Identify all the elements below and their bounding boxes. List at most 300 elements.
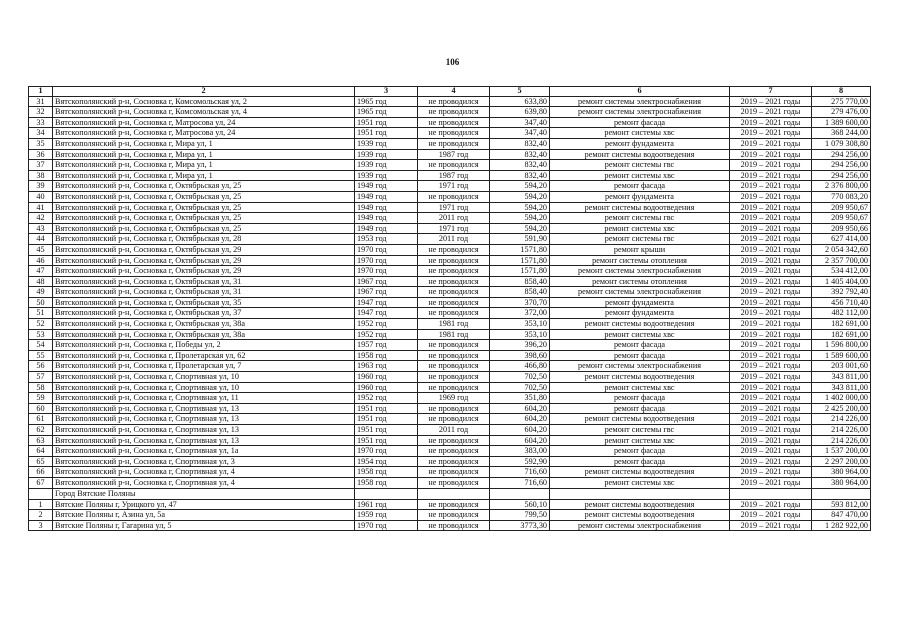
build-year-cell: 1949 год xyxy=(355,202,418,213)
column-number-row xyxy=(29,87,871,97)
row-number-cell: 49 xyxy=(29,287,53,298)
work-type-cell: ремонт системы электроснабжения xyxy=(550,107,730,118)
last-repair-cell: не проводился xyxy=(418,382,490,393)
period-cell: 2019 – 2021 годы xyxy=(730,149,812,160)
last-repair-cell: не проводился xyxy=(418,414,490,425)
cost-cell: 1 402 000,00 xyxy=(812,393,871,404)
column-header: 1 xyxy=(29,87,53,97)
area-cell: 604,20 xyxy=(490,414,550,425)
area-cell: 594,20 xyxy=(490,213,550,224)
work-type-cell: ремонт системы водоотведения xyxy=(550,414,730,425)
address-cell: Вятские Поляны г, Азина ул, 5а xyxy=(53,510,355,521)
cost-cell: 1 537 200,00 xyxy=(812,446,871,457)
row-number-cell: 66 xyxy=(29,467,53,478)
row-number-cell: 37 xyxy=(29,160,53,171)
period-cell: 2019 – 2021 годы xyxy=(730,255,812,266)
work-type-cell: ремонт системы хвс xyxy=(550,170,730,181)
cost-cell: 1 405 404,00 xyxy=(812,276,871,287)
build-year-cell: 1970 год xyxy=(355,255,418,266)
row-number-cell: 32 xyxy=(29,107,53,118)
address-cell: Вятскополянский р-н, Сосновка г, Октябрьская ул, 37 xyxy=(53,308,355,319)
work-type-cell: ремонт системы хвс xyxy=(550,435,730,446)
column-header: 4 xyxy=(418,87,490,97)
area-cell: 716,60 xyxy=(490,477,550,488)
work-type-cell: ремонт системы водоотведения xyxy=(550,467,730,478)
period-cell: 2019 – 2021 годы xyxy=(730,361,812,372)
row-number-cell: 46 xyxy=(29,255,53,266)
cost-cell: 2 357 700,00 xyxy=(812,255,871,266)
period-cell: 2019 – 2021 годы xyxy=(730,107,812,118)
address-cell: Вятскополянский р-н, Сосновка г, Октябрьская ул, 35 xyxy=(53,297,355,308)
table-row xyxy=(29,372,871,383)
area-cell: 702,50 xyxy=(490,382,550,393)
table-row xyxy=(29,361,871,372)
build-year-cell: 1951 год xyxy=(355,414,418,425)
last-repair-cell: не проводился xyxy=(418,128,490,139)
row-number-cell: 55 xyxy=(29,350,53,361)
row-number-cell: 36 xyxy=(29,149,53,160)
address-cell: Вятскополянский р-н, Сосновка г, Октябрьская ул, 25 xyxy=(53,191,355,202)
row-number-cell: 51 xyxy=(29,308,53,319)
last-repair-cell: 2011 год xyxy=(418,425,490,436)
register-sheet xyxy=(28,86,870,531)
address-cell: Вятскополянский р-н, Сосновка г, Мира ул, 1 xyxy=(53,160,355,171)
address-cell: Вятскополянский р-н, Сосновка г, Спортивная ул, 13 xyxy=(53,435,355,446)
build-year-cell: 1960 год xyxy=(355,372,418,383)
build-year-cell: 1958 год xyxy=(355,477,418,488)
area-cell: 351,80 xyxy=(490,393,550,404)
address-cell: Вятскополянский р-н, Сосновка г, Спортивная ул, 13 xyxy=(53,403,355,414)
work-type-cell: ремонт системы электроснабжения xyxy=(550,361,730,372)
table-row xyxy=(29,340,871,351)
area-cell: 396,20 xyxy=(490,340,550,351)
work-type-cell: ремонт фундамента xyxy=(550,308,730,319)
section-spacer-cell xyxy=(29,488,53,499)
last-repair-cell: не проводился xyxy=(418,138,490,149)
area-cell: 594,20 xyxy=(490,191,550,202)
table-row xyxy=(29,425,871,436)
build-year-cell: 1952 год xyxy=(355,393,418,404)
row-number-cell: 45 xyxy=(29,244,53,255)
build-year-cell: 1970 год xyxy=(355,520,418,531)
period-cell: 2019 – 2021 годы xyxy=(730,223,812,234)
cost-cell: 209 950,67 xyxy=(812,213,871,224)
area-cell: 702,50 xyxy=(490,372,550,383)
page-number: 106 xyxy=(445,57,460,67)
table-row xyxy=(29,446,871,457)
address-cell: Вятскополянский р-н, Сосновка г, Октябрьская ул, 38а xyxy=(53,329,355,340)
address-cell: Вятскополянский р-н, Сосновка г, Матросова ул, 24 xyxy=(53,128,355,139)
last-repair-cell: не проводился xyxy=(418,446,490,457)
period-cell: 2019 – 2021 годы xyxy=(730,510,812,521)
work-type-cell: ремонт системы гвс xyxy=(550,234,730,245)
row-number-cell: 31 xyxy=(29,96,53,107)
last-repair-cell: не проводился xyxy=(418,244,490,255)
column-header: 8 xyxy=(812,87,871,97)
build-year-cell: 1958 год xyxy=(355,467,418,478)
work-type-cell: ремонт системы хвс xyxy=(550,128,730,139)
table-row xyxy=(29,117,871,128)
cost-cell: 1 282 922,00 xyxy=(812,520,871,531)
address-cell: Вятскополянский р-н, Сосновка г, Матросова ул, 24 xyxy=(53,117,355,128)
row-number-cell: 67 xyxy=(29,477,53,488)
last-repair-cell: не проводился xyxy=(418,403,490,414)
area-cell: 398,60 xyxy=(490,350,550,361)
cost-cell: 392 792,40 xyxy=(812,287,871,298)
table-row xyxy=(29,319,871,330)
row-number-cell: 52 xyxy=(29,319,53,330)
work-type-cell: ремонт системы электроснабжения xyxy=(550,287,730,298)
work-type-cell: ремонт системы электроснабжения xyxy=(550,520,730,531)
address-cell: Вятскополянский р-н, Сосновка г, Спортивная ул, 1а xyxy=(53,446,355,457)
period-cell: 2019 – 2021 годы xyxy=(730,117,812,128)
period-cell: 2019 – 2021 годы xyxy=(730,456,812,467)
build-year-cell: 1970 год xyxy=(355,244,418,255)
build-year-cell: 1967 год xyxy=(355,287,418,298)
build-year-cell: 1951 год xyxy=(355,403,418,414)
cost-cell: 214 226,00 xyxy=(812,435,871,446)
period-cell: 2019 – 2021 годы xyxy=(730,403,812,414)
area-cell: 604,20 xyxy=(490,403,550,414)
build-year-cell: 1939 год xyxy=(355,160,418,171)
work-type-cell: ремонт фасада xyxy=(550,456,730,467)
last-repair-cell: не проводился xyxy=(418,287,490,298)
area-cell: 592,90 xyxy=(490,456,550,467)
cost-cell: 1 596 800,00 xyxy=(812,340,871,351)
last-repair-cell: 2011 год xyxy=(418,234,490,245)
table-row xyxy=(29,308,871,319)
build-year-cell: 1967 год xyxy=(355,276,418,287)
cost-cell: 209 950,66 xyxy=(812,223,871,234)
row-number-cell: 60 xyxy=(29,403,53,414)
build-year-cell: 1961 год xyxy=(355,499,418,510)
work-type-cell: ремонт системы гвс xyxy=(550,160,730,171)
row-number-cell: 54 xyxy=(29,340,53,351)
address-cell: Вятскополянский р-н, Сосновка г, Спортивная ул, 13 xyxy=(53,414,355,425)
row-number-cell: 48 xyxy=(29,276,53,287)
area-cell: 353,10 xyxy=(490,329,550,340)
row-number-cell: 59 xyxy=(29,393,53,404)
column-header: 5 xyxy=(490,87,550,97)
area-cell: 594,20 xyxy=(490,223,550,234)
period-cell: 2019 – 2021 годы xyxy=(730,191,812,202)
cost-cell: 214 226,00 xyxy=(812,414,871,425)
period-cell: 2019 – 2021 годы xyxy=(730,467,812,478)
cost-cell: 380 964,00 xyxy=(812,477,871,488)
address-cell: Вятские Поляны г, Гагарина ул, 5 xyxy=(53,520,355,531)
address-cell: Вятскополянский р-н, Сосновка г, Октябрьская ул, 25 xyxy=(53,213,355,224)
work-type-cell: ремонт фундамента xyxy=(550,297,730,308)
period-cell: 2019 – 2021 годы xyxy=(730,276,812,287)
address-cell: Вятскополянский р-н, Сосновка г, Октябрьская ул, 29 xyxy=(53,266,355,277)
address-cell: Вятскополянский р-н, Сосновка г, Октябрьская ул, 29 xyxy=(53,244,355,255)
address-cell: Вятскополянский р-н, Сосновка г, Спортивная ул, 4 xyxy=(53,477,355,488)
address-cell: Вятские Поляны г, Урицкого ул, 47 xyxy=(53,499,355,510)
period-cell: 2019 – 2021 годы xyxy=(730,393,812,404)
period-cell: 2019 – 2021 годы xyxy=(730,425,812,436)
address-cell: Вятскополянский р-н, Сосновка г, Октябрьская ул, 38а xyxy=(53,319,355,330)
cost-cell: 343 811,00 xyxy=(812,382,871,393)
build-year-cell: 1939 год xyxy=(355,170,418,181)
area-cell: 347,40 xyxy=(490,128,550,139)
area-cell: 594,20 xyxy=(490,181,550,192)
row-number-cell: 44 xyxy=(29,234,53,245)
row-number-cell: 62 xyxy=(29,425,53,436)
area-cell: 604,20 xyxy=(490,435,550,446)
row-number-cell: 61 xyxy=(29,414,53,425)
area-cell: 347,40 xyxy=(490,117,550,128)
row-number-cell: 63 xyxy=(29,435,53,446)
address-cell: Вятскополянский р-н, Сосновка г, Октябрьская ул, 29 xyxy=(53,255,355,266)
row-number-cell: 57 xyxy=(29,372,53,383)
table-row xyxy=(29,499,871,510)
work-type-cell: ремонт системы водоотведения xyxy=(550,202,730,213)
last-repair-cell: не проводился xyxy=(418,510,490,521)
work-type-cell: ремонт фасада xyxy=(550,181,730,192)
build-year-cell: 1949 год xyxy=(355,223,418,234)
area-cell: 353,10 xyxy=(490,319,550,330)
build-year-cell: 1953 год xyxy=(355,234,418,245)
build-year-cell: 1939 год xyxy=(355,149,418,160)
cost-cell: 627 414,00 xyxy=(812,234,871,245)
last-repair-cell: 1987 год xyxy=(418,149,490,160)
address-cell: Вятскополянский р-н, Сосновка г, Октябрьская ул, 31 xyxy=(53,287,355,298)
table-row xyxy=(29,181,871,192)
cost-cell: 294 256,00 xyxy=(812,170,871,181)
cost-cell: 1 589 600,00 xyxy=(812,350,871,361)
build-year-cell: 1960 год xyxy=(355,382,418,393)
build-year-cell: 1970 год xyxy=(355,446,418,457)
address-cell: Вятскополянский р-н, Сосновка г, Октябрьская ул, 31 xyxy=(53,276,355,287)
build-year-cell: 1959 год xyxy=(355,510,418,521)
period-cell: 2019 – 2021 годы xyxy=(730,287,812,298)
work-type-cell: ремонт системы водоотведения xyxy=(550,499,730,510)
address-cell: Вятскополянский р-н, Сосновка г, Спортивная ул, 10 xyxy=(53,382,355,393)
address-cell: Вятскополянский р-н, Сосновка г, Мира ул, 1 xyxy=(53,138,355,149)
build-year-cell: 1952 год xyxy=(355,329,418,340)
area-cell: 799,50 xyxy=(490,510,550,521)
row-number-cell: 43 xyxy=(29,223,53,234)
table-row xyxy=(29,435,871,446)
build-year-cell: 1949 год xyxy=(355,213,418,224)
last-repair-cell: не проводился xyxy=(418,107,490,118)
work-type-cell: ремонт системы отопления xyxy=(550,276,730,287)
row-number-cell: 1 xyxy=(29,499,53,510)
table-body xyxy=(29,87,871,531)
row-number-cell: 38 xyxy=(29,170,53,181)
period-cell: 2019 – 2021 годы xyxy=(730,520,812,531)
row-number-cell: 56 xyxy=(29,361,53,372)
cost-cell: 1 389 600,00 xyxy=(812,117,871,128)
build-year-cell: 1947 год xyxy=(355,297,418,308)
last-repair-cell: 1971 год xyxy=(418,181,490,192)
repair-register-table xyxy=(28,86,871,531)
column-header: 2 xyxy=(53,87,355,97)
last-repair-cell: не проводился xyxy=(418,477,490,488)
address-cell: Вятскополянский р-н, Сосновка г, Победы ул, 2 xyxy=(53,340,355,351)
table-row xyxy=(29,456,871,467)
cost-cell: 343 811,00 xyxy=(812,372,871,383)
period-cell: 2019 – 2021 годы xyxy=(730,329,812,340)
period-cell: 2019 – 2021 годы xyxy=(730,202,812,213)
cost-cell: 209 950,67 xyxy=(812,202,871,213)
last-repair-cell: 1971 год xyxy=(418,223,490,234)
address-cell: Вятскополянский р-н, Сосновка г, Октябрьская ул, 25 xyxy=(53,181,355,192)
area-cell: 1571,80 xyxy=(490,255,550,266)
cost-cell: 770 083,20 xyxy=(812,191,871,202)
cost-cell: 214 226,00 xyxy=(812,425,871,436)
cost-cell: 279 476,00 xyxy=(812,107,871,118)
area-cell: 716,60 xyxy=(490,467,550,478)
area-cell: 560,10 xyxy=(490,499,550,510)
area-cell: 372,00 xyxy=(490,308,550,319)
work-type-cell: ремонт фасада xyxy=(550,403,730,414)
work-type-cell: ремонт системы водоотведения xyxy=(550,149,730,160)
build-year-cell: 1951 год xyxy=(355,128,418,139)
period-cell: 2019 – 2021 годы xyxy=(730,340,812,351)
table-row xyxy=(29,202,871,213)
last-repair-cell: не проводился xyxy=(418,435,490,446)
area-cell: 594,20 xyxy=(490,202,550,213)
period-cell: 2019 – 2021 годы xyxy=(730,414,812,425)
table-row xyxy=(29,297,871,308)
table-row xyxy=(29,287,871,298)
row-number-cell: 2 xyxy=(29,510,53,521)
build-year-cell: 1965 год xyxy=(355,96,418,107)
work-type-cell: ремонт системы гвс xyxy=(550,425,730,436)
last-repair-cell: не проводился xyxy=(418,499,490,510)
period-cell: 2019 – 2021 годы xyxy=(730,266,812,277)
build-year-cell: 1958 год xyxy=(355,350,418,361)
table-row xyxy=(29,149,871,160)
table-row xyxy=(29,520,871,531)
build-year-cell: 1970 год xyxy=(355,266,418,277)
period-cell: 2019 – 2021 годы xyxy=(730,477,812,488)
table-row xyxy=(29,414,871,425)
section-empty-cell xyxy=(550,488,730,499)
work-type-cell: ремонт фундамента xyxy=(550,138,730,149)
address-cell: Вятскополянский р-н, Сосновка г, Спортивная ул, 11 xyxy=(53,393,355,404)
cost-cell: 368 244,00 xyxy=(812,128,871,139)
row-number-cell: 50 xyxy=(29,297,53,308)
area-cell: 832,40 xyxy=(490,138,550,149)
area-cell: 858,40 xyxy=(490,287,550,298)
work-type-cell: ремонт фасада xyxy=(550,350,730,361)
cost-cell: 2 425 200,00 xyxy=(812,403,871,414)
address-cell: Вятскополянский р-н, Сосновка г, Октябрьская ул, 28 xyxy=(53,234,355,245)
period-cell: 2019 – 2021 годы xyxy=(730,138,812,149)
cost-cell: 456 710,40 xyxy=(812,297,871,308)
section-row xyxy=(29,488,871,499)
row-number-cell: 64 xyxy=(29,446,53,457)
period-cell: 2019 – 2021 годы xyxy=(730,350,812,361)
build-year-cell: 1951 год xyxy=(355,435,418,446)
table-row xyxy=(29,223,871,234)
table-row xyxy=(29,234,871,245)
work-type-cell: ремонт крыши xyxy=(550,244,730,255)
work-type-cell: ремонт системы электроснабжения xyxy=(550,266,730,277)
section-empty-cell xyxy=(355,488,418,499)
period-cell: 2019 – 2021 годы xyxy=(730,96,812,107)
table-row xyxy=(29,510,871,521)
cost-cell: 482 112,00 xyxy=(812,308,871,319)
cost-cell: 294 256,00 xyxy=(812,160,871,171)
area-cell: 832,40 xyxy=(490,160,550,171)
cost-cell: 847 470,00 xyxy=(812,510,871,521)
area-cell: 1571,80 xyxy=(490,244,550,255)
build-year-cell: 1957 год xyxy=(355,340,418,351)
period-cell: 2019 – 2021 годы xyxy=(730,297,812,308)
last-repair-cell: не проводился xyxy=(418,191,490,202)
period-cell: 2019 – 2021 годы xyxy=(730,382,812,393)
address-cell: Вятскополянский р-н, Сосновка г, Спортивная ул, 10 xyxy=(53,372,355,383)
area-cell: 591,90 xyxy=(490,234,550,245)
row-number-cell: 34 xyxy=(29,128,53,139)
table-row xyxy=(29,393,871,404)
last-repair-cell: не проводился xyxy=(418,160,490,171)
address-cell: Вятскополянский р-н, Сосновка г, Октябрьская ул, 25 xyxy=(53,223,355,234)
table-row xyxy=(29,329,871,340)
table-row xyxy=(29,213,871,224)
work-type-cell: ремонт фасада xyxy=(550,340,730,351)
work-type-cell: ремонт системы хвс xyxy=(550,477,730,488)
section-empty-cell xyxy=(490,488,550,499)
work-type-cell: ремонт системы водоотведения xyxy=(550,319,730,330)
table-row xyxy=(29,138,871,149)
last-repair-cell: не проводился xyxy=(418,520,490,531)
cost-cell: 2 297 200,00 xyxy=(812,456,871,467)
table-row xyxy=(29,276,871,287)
table-row xyxy=(29,382,871,393)
address-cell: Вятскополянский р-н, Сосновка г, Спортивная ул, 3 xyxy=(53,456,355,467)
table-row xyxy=(29,255,871,266)
address-cell: Вятскополянский р-н, Сосновка г, Пролетарская ул, 62 xyxy=(53,350,355,361)
last-repair-cell: не проводился xyxy=(418,308,490,319)
build-year-cell: 1952 год xyxy=(355,319,418,330)
work-type-cell: ремонт системы хвс xyxy=(550,223,730,234)
build-year-cell: 1947 год xyxy=(355,308,418,319)
period-cell: 2019 – 2021 годы xyxy=(730,213,812,224)
last-repair-cell: не проводился xyxy=(418,467,490,478)
area-cell: 633,80 xyxy=(490,96,550,107)
last-repair-cell: не проводился xyxy=(418,276,490,287)
address-cell: Вятскополянский р-н, Сосновка г, Комсомольская ул, 2 xyxy=(53,96,355,107)
address-cell: Вятскополянский р-н, Сосновка г, Мира ул, 1 xyxy=(53,149,355,160)
cost-cell: 182 691,00 xyxy=(812,319,871,330)
period-cell: 2019 – 2021 годы xyxy=(730,234,812,245)
last-repair-cell: не проводился xyxy=(418,350,490,361)
cost-cell: 275 770,00 xyxy=(812,96,871,107)
table-row xyxy=(29,96,871,107)
period-cell: 2019 – 2021 годы xyxy=(730,372,812,383)
cost-cell: 593 812,00 xyxy=(812,499,871,510)
address-cell: Вятскополянский р-н, Сосновка г, Спортивная ул, 13 xyxy=(53,425,355,436)
row-number-cell: 42 xyxy=(29,213,53,224)
build-year-cell: 1963 год xyxy=(355,361,418,372)
table-row xyxy=(29,191,871,202)
work-type-cell: ремонт фасада xyxy=(550,446,730,457)
address-cell: Вятскополянский р-н, Сосновка г, Комсомольская ул, 4 xyxy=(53,107,355,118)
cost-cell: 203 001,60 xyxy=(812,361,871,372)
last-repair-cell: не проводился xyxy=(418,266,490,277)
cost-cell: 2 376 800,00 xyxy=(812,181,871,192)
period-cell: 2019 – 2021 годы xyxy=(730,170,812,181)
row-number-cell: 47 xyxy=(29,266,53,277)
build-year-cell: 1965 год xyxy=(355,107,418,118)
work-type-cell: ремонт фундамента xyxy=(550,191,730,202)
last-repair-cell: 1971 год xyxy=(418,202,490,213)
address-cell: Вятскополянский р-н, Сосновка г, Октябрьская ул, 25 xyxy=(53,202,355,213)
